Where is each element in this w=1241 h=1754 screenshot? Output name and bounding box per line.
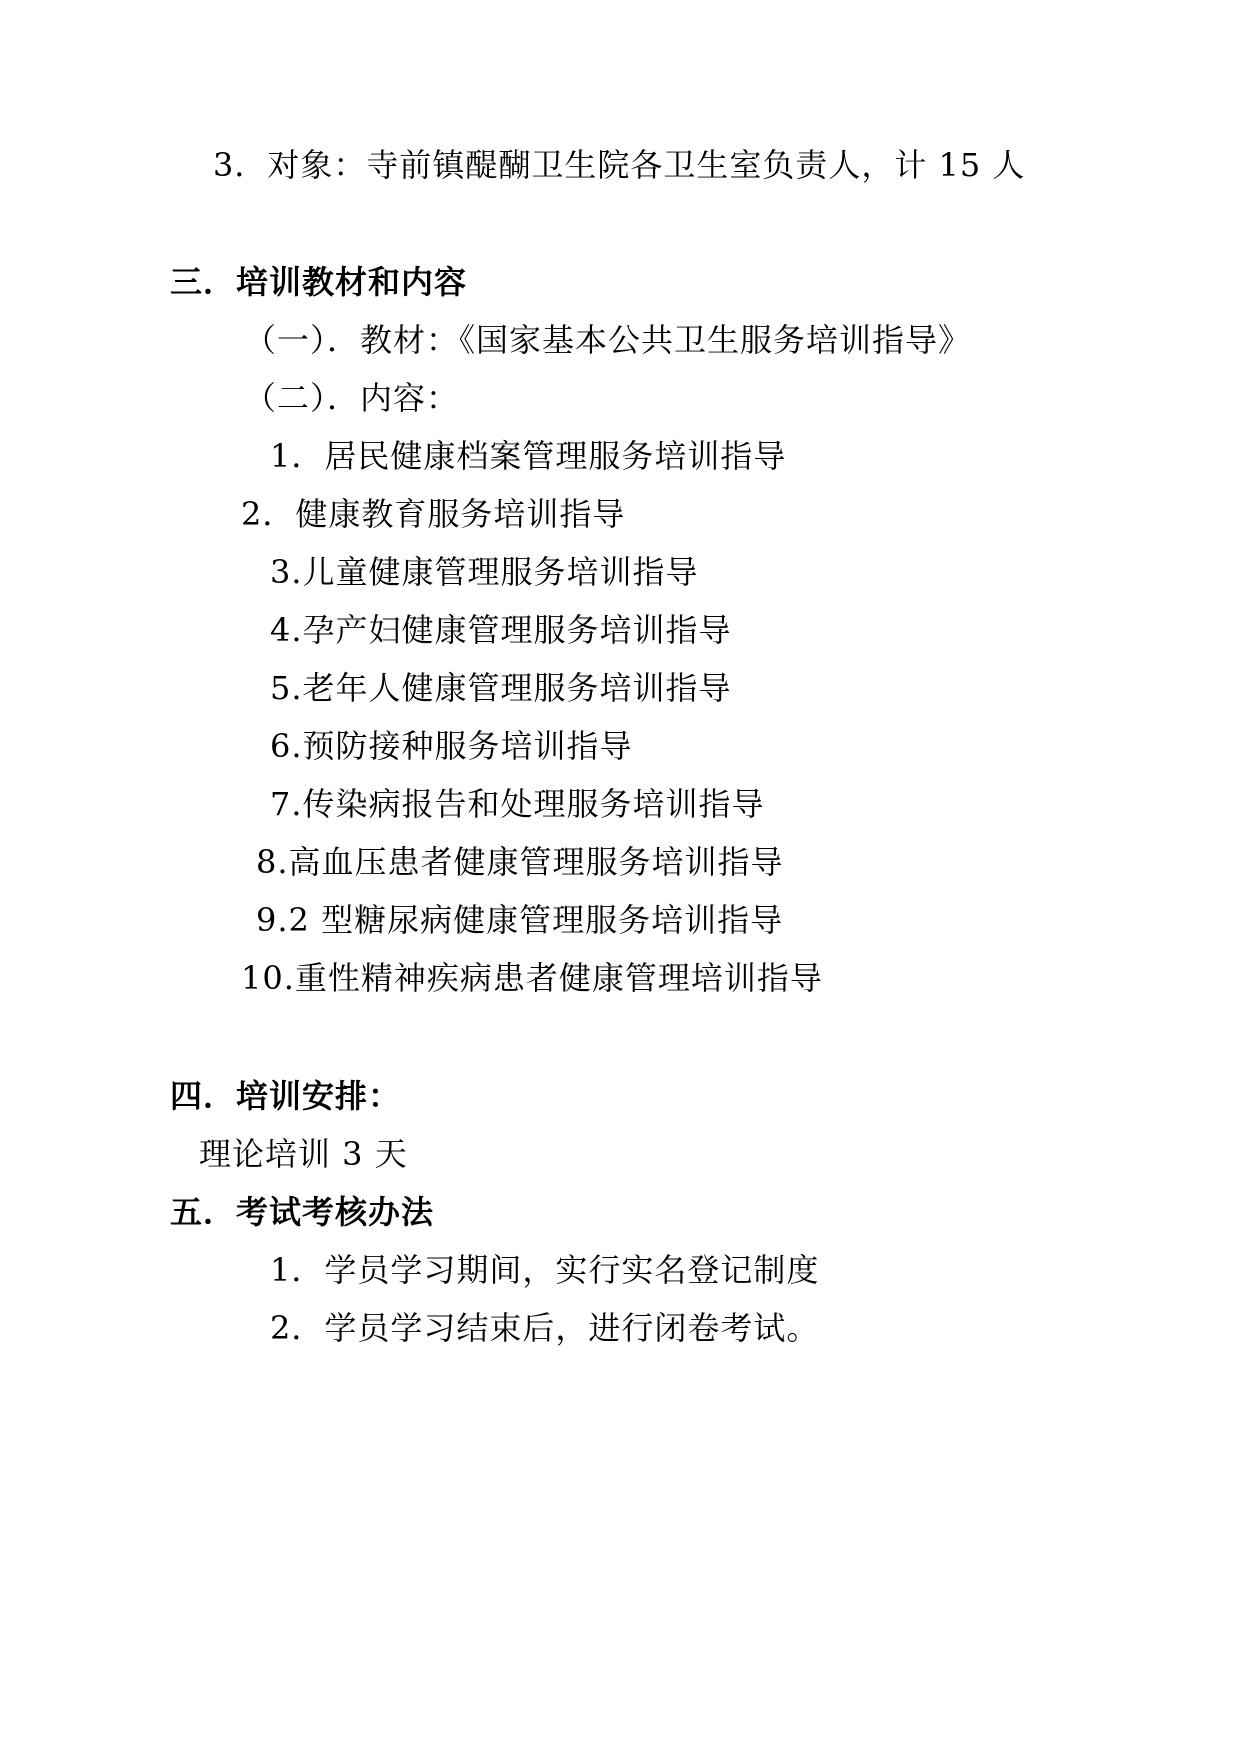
list-item: 1．居民健康档案管理服务培训指导 bbox=[270, 437, 787, 475]
list-item: 4.孕产妇健康管理服务培训指导 bbox=[270, 611, 732, 649]
list-item: 2．健康教育服务培训指导 bbox=[241, 495, 626, 533]
section-heading-materials: 三．培训教材和内容 bbox=[170, 263, 468, 301]
subject-line: 3．对象：寺前镇醍醐卫生院各卫生室负责人，计 15 人 bbox=[213, 146, 1026, 184]
list-item: 5.老年人健康管理服务培训指导 bbox=[270, 669, 732, 707]
list-item: 6.预防接种服务培训指导 bbox=[270, 727, 633, 765]
list-item: 10.重性精神疾病患者健康管理培训指导 bbox=[241, 959, 823, 997]
list-item: 7.传染病报告和处理服务培训指导 bbox=[270, 785, 765, 823]
list-item: 1．学员学习期间，实行实名登记制度 bbox=[270, 1251, 820, 1289]
section-heading-schedule: 四．培训安排： bbox=[170, 1077, 402, 1115]
schedule-text: 理论培训 3 天 bbox=[199, 1135, 408, 1173]
content-label: （二）．内容： bbox=[244, 379, 460, 417]
list-item: 8.高血压患者健康管理服务培训指导 bbox=[256, 843, 784, 881]
section-heading-exam: 五．考试考核办法 bbox=[170, 1193, 435, 1231]
list-item: 3.儿童健康管理服务培训指导 bbox=[270, 553, 699, 591]
list-item: 9.2 型糖尿病健康管理服务培训指导 bbox=[256, 901, 784, 939]
list-item: 2．学员学习结束后，进行闭卷考试。 bbox=[270, 1309, 820, 1347]
textbook-line: （一）．教材：《国家基本公共卫生服务培训指导》 bbox=[244, 321, 972, 359]
